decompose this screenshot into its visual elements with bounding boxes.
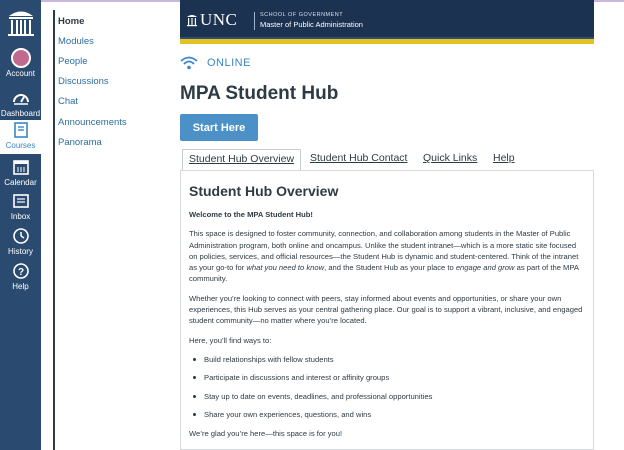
main-content <box>180 0 596 450</box>
banner-school-name: SCHOOL OF GOVERNMENT <box>260 12 344 18</box>
banner-divider <box>254 12 255 30</box>
tab-help[interactable]: Help <box>493 152 515 164</box>
global-nav-help[interactable] <box>0 261 41 295</box>
tab-student-hub-overview[interactable]: Student Hub Overview <box>182 149 301 171</box>
global-nav <box>0 0 41 450</box>
purpose-paragraph: Whether you’re looking to connect with peers, stay informed about events and opportunities, or share your own experiences, this Hub serves as your central gathering place. Our goal is to support a vibrant, inclusive, and engaged student community—no matter where you’re located. <box>189 293 583 326</box>
global-nav-dashboard-label: Dashboard <box>0 109 41 118</box>
intro-emphasis-1: what you need to know <box>246 263 325 273</box>
unc-old-well-logo[interactable] <box>3 4 39 40</box>
course-nav-people[interactable]: People <box>58 56 88 67</box>
course-nav-home[interactable]: Home <box>58 16 85 27</box>
history-icon <box>11 226 31 246</box>
course-nav-announcements[interactable]: Announcements <box>58 117 127 128</box>
page-title: MPA Student Hub <box>180 83 339 104</box>
old-well-icon <box>186 13 198 27</box>
course-nav-discussions[interactable]: Discussions <box>58 76 109 87</box>
inbox-icon <box>11 191 31 211</box>
list-item: Stay up to date on events, deadlines, and professional opportunities <box>189 391 585 402</box>
course-nav <box>41 0 164 450</box>
global-nav-courses[interactable] <box>0 120 41 154</box>
global-nav-history[interactable] <box>0 226 41 260</box>
calendar-icon <box>11 157 31 177</box>
list-item: Build relationships with fellow students <box>189 354 585 365</box>
global-nav-history-label: History <box>8 247 33 256</box>
course-nav-modules[interactable]: Modules <box>58 36 94 47</box>
intro-paragraph <box>189 228 585 284</box>
unc-banner <box>180 0 594 44</box>
courses-icon <box>11 120 31 140</box>
account-avatar <box>11 48 31 68</box>
svg-text:?: ? <box>17 267 24 278</box>
page-scrollbar[interactable] <box>612 2 624 450</box>
list-item: Participate in discussions and interest or affinity groups <box>189 372 585 383</box>
global-nav-inbox[interactable] <box>0 191 41 225</box>
welcome-text: Welcome to the MPA Student Hub! <box>189 210 313 219</box>
global-nav-help-label: Help <box>12 282 29 291</box>
global-nav-dashboard[interactable] <box>0 88 41 122</box>
overview-panel <box>180 170 594 450</box>
banner-gold-stripe <box>180 39 594 44</box>
global-nav-inbox-label: Inbox <box>10 212 31 221</box>
intro-emphasis-2: engage and grow <box>455 263 515 273</box>
course-nav-chat[interactable]: Chat <box>58 96 79 107</box>
ways-list <box>189 354 585 421</box>
course-nav-active-indicator <box>53 10 55 450</box>
wifi-icon <box>180 56 198 70</box>
tab-quick-links[interactable]: Quick Links <box>423 152 478 164</box>
online-label: ONLINE <box>207 57 251 69</box>
intro-text-a: This space is designed to foster community, connection, and collaboration among students in the Master of Public Administration program, both online and oncampus. Unlike the student intranet—which is a more static site focused on policies, services, and official resources—the Student Hub is dynamic and student-centered. Think of the intranet as your go-to for <box>189 229 579 273</box>
list-item: Share your own experiences, questions, and wins <box>189 409 585 420</box>
global-nav-calendar-label: Calendar <box>4 178 37 187</box>
global-nav-calendar[interactable] <box>0 157 41 191</box>
list-intro: Here, you’ll find ways to: <box>189 335 272 345</box>
tab-bar <box>180 149 594 171</box>
intro-text-b: , and the Student Hub as your place to <box>324 263 456 273</box>
intro-text-c: as part of the MPA community. <box>189 263 579 284</box>
panel-heading: Student Hub Overview <box>189 183 339 199</box>
global-nav-account-label: Account <box>6 69 35 78</box>
start-here-button[interactable]: Start Here <box>180 114 258 141</box>
course-nav-panorama[interactable]: Panorama <box>58 137 102 148</box>
help-icon <box>11 261 31 281</box>
global-nav-account[interactable] <box>0 48 41 82</box>
dashboard-icon <box>11 88 31 108</box>
closing-text: We’re glad you’re here—this space is for you! <box>189 428 343 438</box>
global-nav-courses-label: Courses <box>5 141 36 150</box>
banner-program-name: Master of Public Administration <box>260 20 363 29</box>
unc-wordmark: UNC <box>200 10 238 29</box>
tab-student-hub-contact[interactable]: Student Hub Contact <box>310 152 408 164</box>
